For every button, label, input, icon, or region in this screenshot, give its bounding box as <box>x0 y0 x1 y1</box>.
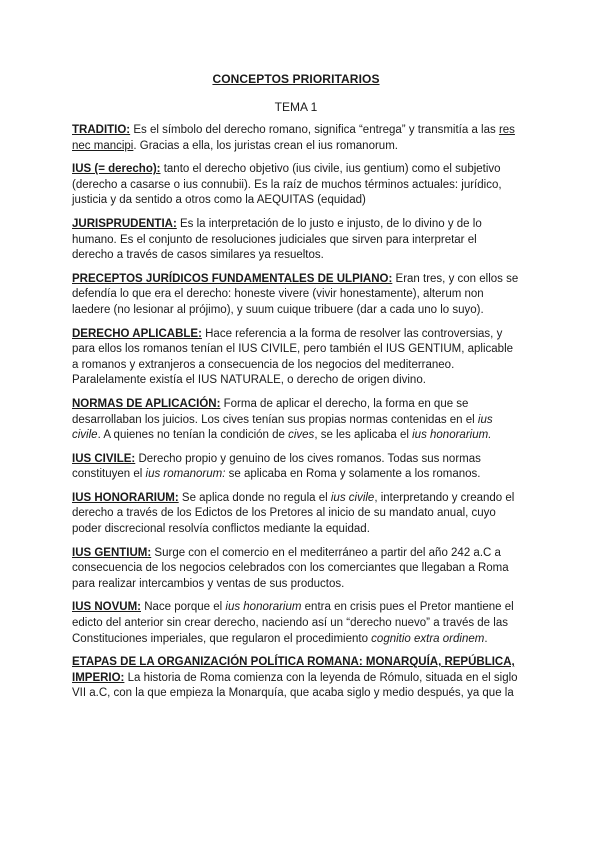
entry-text-underlined: res nec mancipi <box>72 124 515 152</box>
entry-text: entra en crisis pues el Pretor mantiene el edicto del anterior sin crear derecho, naciendo así un “derecho nuevo” a través de las Constituciones imperiales, que regularon el procedimiento <box>72 601 514 645</box>
entry-ius-novum <box>72 600 520 647</box>
entry-normas-aplicacion <box>72 397 520 444</box>
entry-text-italic: cognitio extra ordinem <box>371 632 485 645</box>
entry-term: IUS NOVUM: <box>72 601 141 614</box>
entry-text-italic: ius civile <box>72 413 493 442</box>
entry-term: NORMAS DE APLICACIÓN: <box>72 397 221 410</box>
entry-text: , interpretando y creando el derecho a través de los Edictos de los Pretores al inicio de su mandato anual, cuyo poder discrecional resolvía conflictos mediante la equidad. <box>72 491 515 536</box>
entry-ius-gentium <box>72 546 520 593</box>
entry-preceptos-ulpiano <box>72 272 520 319</box>
entry-text: Se aplica donde no regula el <box>178 491 331 504</box>
entry-text-italic: ius honorarium <box>225 601 302 614</box>
entry-text: Derecho propio y genuino de los cives romanos. Todas sus normas constituyen el <box>72 452 481 481</box>
entry-jurisprudentia <box>72 217 520 264</box>
entry-derecho-aplicable <box>72 327 520 389</box>
entry-text-italic: ius romanorum: <box>145 468 226 481</box>
entry-text-italic: ius civile <box>330 491 375 504</box>
entry-text: Nace porque el <box>141 601 226 614</box>
entry-text: Forma de aplicar el derecho, la forma en que se desarrollaban los juicios. Los cives tenían sus propias normas contenidas en el <box>72 397 478 426</box>
entry-text: se aplicaba en Roma y solamente a los romanos. <box>225 468 481 481</box>
entry-text-italic: cives <box>288 429 315 442</box>
document-subtitle: TEMA 1 <box>274 100 318 114</box>
entry-term: IUS CIVILE: <box>72 452 136 465</box>
entry-text-italic: ius honorarium. <box>412 429 492 442</box>
entry-term: DERECHO APLICABLE: <box>72 327 202 340</box>
entry-text: . <box>484 632 488 645</box>
entry-text: Surge con el comercio en el mediterráneo a partir del año 242 a.C a consecuencia de los negocios celebrados con los comerciantes que llegaban a Roma para realizar intercambios y ventas de sus productos. <box>72 546 509 590</box>
entry-term: ETAPAS DE LA ORGANIZACIÓN POLÍTICA ROMANA: MONARQUÍA, REPÚBLICA, IMPERIO: <box>72 656 515 684</box>
entry-ius-honorarium <box>72 491 520 538</box>
entry-text: La historia de Roma comienza con la leyenda de Rómulo, situada en el siglo VII a.C, con la que empieza la Monarquía, que acaba siglo y medio después, ya que la <box>72 671 518 700</box>
entry-ius <box>72 162 520 209</box>
entry-term: TRADITIO: <box>72 124 131 136</box>
entry-text: . A quienes no tenían la condición de <box>97 429 289 442</box>
entry-term: PRECEPTOS JURÍDICOS FUNDAMENTALES DE ULPIANO: <box>72 272 393 285</box>
document-title: CONCEPTOS PRIORITARIOS <box>212 72 380 86</box>
entry-term: IUS (= derecho): <box>72 163 161 176</box>
entry-text: . Gracias a ella, los juristas crean el ius romanorum. <box>133 139 398 152</box>
entry-traditio <box>72 123 520 154</box>
entry-text: Es el símbolo del derecho romano, significa “entrega” y transmitía a las <box>130 124 499 136</box>
entry-term: IUS GENTIUM: <box>72 546 152 559</box>
entry-etapas-organizacion <box>72 655 520 702</box>
entry-text: Es la interpretación de lo justo e injusto, de lo divino y de lo humano. Es el conjunto de resoluciones judiciales que sirven para interpretar el derecho a través de casos similares ya resueltos. <box>72 217 482 262</box>
entry-text: , se les aplicaba el <box>314 429 413 442</box>
entry-ius-civile <box>72 452 520 483</box>
entry-term: JURISPRUDENTIA: <box>72 217 177 230</box>
entry-text: Eran tres, y con ellos se defendía lo que era el derecho: honeste vivere (vivir honestamente), alterum non laedere (no lesionar al prójimo), y suum cuique tribuere (dar a cada uno lo suyo). <box>72 272 519 316</box>
entry-term: IUS HONORARIUM: <box>72 491 179 504</box>
entry-text: tanto el derecho objetivo (ius civile, ius gentium) como el subjetivo (derecho a casarse o ius connubii). Es la raíz de muchos términos actuales: jurídico, justicia y da sentido a otros como la AEQUITAS (equidad) <box>72 163 502 207</box>
entry-text: Hace referencia a la forma de resolver las controversias, y para ellos los romanos tenían el IUS CIVILE, pero también el IUS GENTIUM, aplicable a romanos y extranjeros a consecuencia de los negocios del mediterraneo. Paralelamente existía el IUS NATURALE, o derecho de origen divino. <box>72 327 514 387</box>
